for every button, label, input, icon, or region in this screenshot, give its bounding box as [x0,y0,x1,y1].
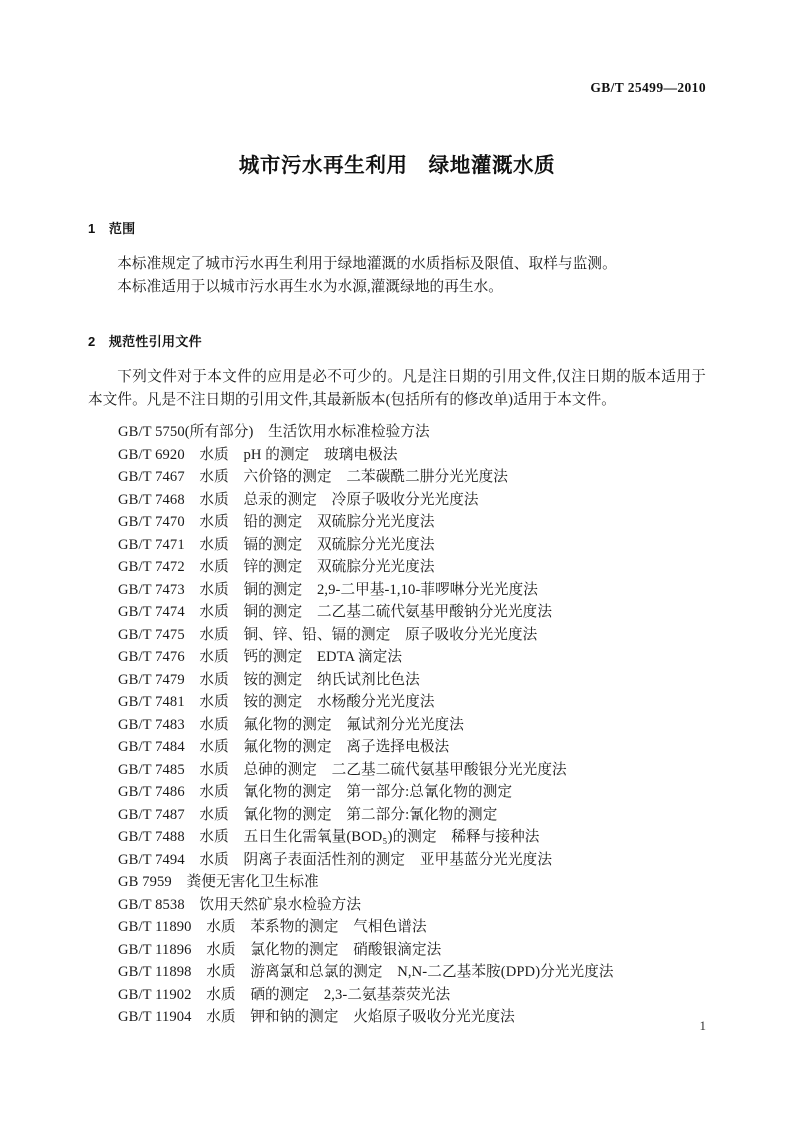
reference-item: GB/T 11896 水质 氯化物的测定 硝酸银滴定法 [118,941,442,958]
reference-item: GB/T 5750(所有部分) 生活饮用水标准检验方法 [118,424,430,441]
reference-item: GB/T 7484 水质 氟化物的测定 离子选择电极法 [118,739,450,756]
reference-item: GB/T 7481 水质 铵的测定 水杨酸分光光度法 [118,694,435,711]
reference-item: GB/T 7475 水质 铜、锌、铅、镉的测定 原子吸收分光光度法 [118,626,538,643]
reference-item: GB/T 11904 水质 钾和钠的测定 火焰原子吸收分光光度法 [118,1009,515,1026]
paragraph: 本标准适用于以城市污水再生水为水源,灌溉绿地的再生水。 [117,278,503,295]
clause-normative-references-paragraphs [88,366,706,411]
reference-item: GB/T 7483 水质 氟化物的测定 氟试剂分光光度法 [118,716,464,733]
reference-item: GB/T 7473 水质 铜的测定 2,9-二甲基-1,10-菲啰啉分光光度法 [118,581,538,598]
running-header-standard-number: GB/T 25499—2010 [590,80,706,95]
reference-item: GB/T 11902 水质 硒的测定 2,3-二氨基萘荧光法 [118,986,451,1003]
reference-item: GB/T 7486 水质 氰化物的测定 第一部分:总氰化物的测定 [118,784,513,801]
paragraph: 下列文件对于本文件的应用是必不可少的。凡是注日期的引用文件,仅注日期的版本适用于本文件。凡是不注日期的引用文件,其最新版本(包括所有的修改单)适用于本文件。 [88,369,706,408]
reference-item: GB/T 7472 水质 锌的测定 双硫腙分光光度法 [118,559,435,576]
reference-item: GB/T 7485 水质 总砷的测定 二乙基二硫代氨基甲酸银分光光度法 [118,761,567,778]
reference-item: GB/T 7471 水质 镉的测定 双硫腙分光光度法 [118,536,435,553]
reference-item: GB/T 7468 水质 总汞的测定 冷原子吸收分光光度法 [118,491,479,508]
footer-page-number: 1 [699,1018,706,1033]
reference-item: GB/T 7467 水质 六价铬的测定 二苯碳酰二肼分光光度法 [118,469,508,486]
reference-item: GB 7959 粪便无害化卫生标准 [118,874,319,891]
document-title: 城市污水再生利用 绿地灌溉水质 [238,154,556,177]
reference-item: GB/T 7476 水质 钙的测定 EDTA 滴定法 [118,649,403,666]
clause-scope-paragraphs [88,253,706,298]
reference-item: GB/T 7479 水质 铵的测定 纳氏试剂比色法 [118,671,420,688]
reference-item: GB/T 7474 水质 铜的测定 二乙基二硫代氨基甲酸钠分光光度法 [118,604,553,621]
clause-heading-scope: 1 范围 [88,221,136,236]
paragraph: 本标准规定了城市污水再生利用于绿地灌溉的水质指标及限值、取样与监测。 [117,256,617,272]
reference-item: GB/T 8538 饮用天然矿泉水检验方法 [118,896,362,913]
reference-item: GB/T 7487 水质 氰化物的测定 第二部分:氰化物的测定 [118,806,498,823]
reference-item: GB/T 7488 水质 五日生化需氧量(BOD₅)的测定 稀释与接种法 [118,829,540,846]
reference-item: GB/T 11898 水质 游离氯和总氯的测定 N,N-二乙基苯胺(DPD)分光光度法 [118,964,614,981]
clause-heading-normative-references: 2 规范性引用文件 [88,334,202,350]
normative-reference-list [88,421,706,1029]
reference-item: GB/T 11890 水质 苯系物的测定 气相色谱法 [118,919,427,936]
document-body [88,213,706,1045]
reference-item: GB/T 7494 水质 阴离子表面活性剂的测定 亚甲基蓝分光光度法 [118,851,553,868]
reference-item: GB/T 7470 水质 铅的测定 双硫腙分光光度法 [118,514,435,531]
reference-item: GB/T 6920 水质 pH 的测定 玻璃电极法 [118,446,398,463]
